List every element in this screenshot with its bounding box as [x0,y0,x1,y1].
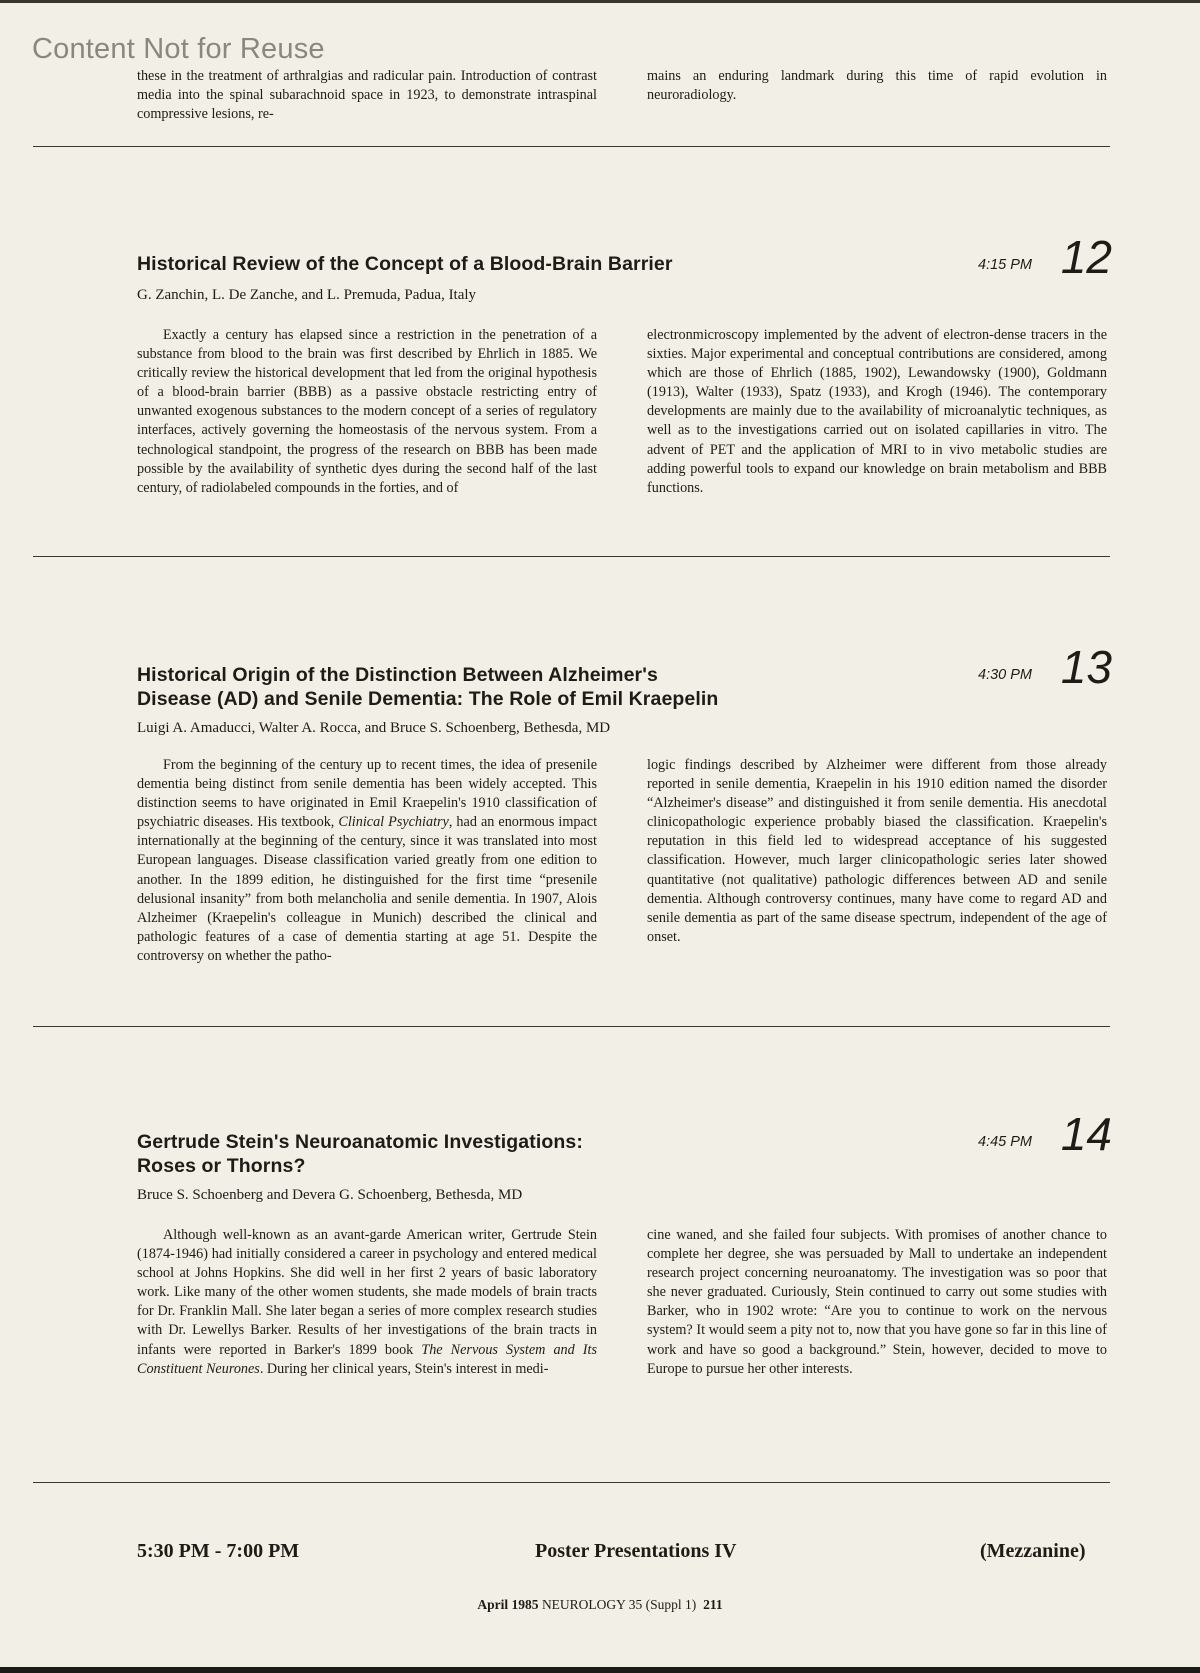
folio-date: April 1985 [477,1597,539,1612]
section-divider [33,146,1110,147]
page-bottom-edge [0,1667,1200,1673]
abstract-number: 14 [1060,1108,1112,1160]
abstract-title-line: Disease (AD) and Senile Dementia: The Role of Emil Kraepelin [137,688,719,710]
watermark: Content Not for Reuse [32,33,325,65]
abstract-authors: Luigi A. Amaducci, Walter A. Rocca, and Bruce S. Schoenberg, Bethesda, MD [137,720,611,736]
abstract-authors: G. Zanchin, L. De Zanche, and L. Premuda, Padua, Italy [137,287,477,303]
continuation-left-column: these in the treatment of arthralgias and radicular pain. Introduction of contrast media into the spinal subarachnoid space in 1923, to demonstrate intraspinal compressive lesions, re- [137,68,597,123]
abstract-title [137,252,897,276]
folio-journal: NEUROLOGY 35 (Suppl 1) [541,1597,697,1612]
session-location: (Mezzanine) [980,1540,1086,1562]
abstract-text: , had an enormous impact internationally at the beginning of the century, since it was translated into most European languages. Disease classification varied greatly from one edition to another. In the 1899 edition, he distinguished for the first time “presenile delusional insanity” from both melancholia and senile dementia. In 1907, Alois Alzheimer (Kraepelin's colleague in Munich) described the clinical and pathologic features of a case of dementia starting at age 51. Despite the controversy on whether the patho- [137,814,598,964]
abstract-left-column [137,756,597,966]
abstract-title-line: Historical Origin of the Distinction Between Alzheimer's [137,664,658,686]
abstract-text: . During her clinical years, Stein's interest in medi- [259,1360,549,1377]
abstract-number: 13 [1060,641,1112,693]
session-title: Poster Presentations IV [535,1540,737,1562]
page-folio [0,1597,1200,1613]
abstract-title-line: Historical Review of the Concept of a Blood-Brain Barrier [137,253,673,275]
abstract-title [137,663,897,711]
abstract-time: 4:45 PM [978,1134,1032,1150]
book-title: The Nervous System and Its Constituent Neurones [137,1341,597,1377]
session-time: 5:30 PM - 7:00 PM [137,1540,300,1562]
abstract-paragraph [137,1226,597,1379]
abstract-time: 4:15 PM [978,257,1032,273]
abstract-right-column: logic findings described by Alzheimer were different from those already reported in senile dementia, Kraepelin in his 1910 edition named the disorder “Alzheimer's disease” and distinguished it from senile dementia. His anecdotal clinicopathologic experience probably biased the classification. Kraepelin's reputation in this field led to widespread acceptance of his suggested classification. However, much larger clinicopathologic series later showed quantitative (not qualitative) pathologic differences between AD and senile dementia. Although controversy continues, many have come to regard AD and senile dementia as part of the same disease spectrum, independent of the age of onset. [647,757,1107,945]
abstract-text: Although well-known as an avant-garde American writer, Gertrude Stein (1874-1946) had initially considered a career in psychology and entered medical school at Johns Hopkins. She did well in her first 2 years of basic laboratory work. Like many of the other women students, she made models of brain tracts for Dr. Franklin Mall. She later began a series of more complex research studies with Dr. Lewellys Barker. Results of her investigations of the brain tracts in infants were reported in Barker's 1899 book [137,1227,597,1358]
section-divider [33,1482,1110,1483]
abstract-authors: Bruce S. Schoenberg and Devera G. Schoenberg, Bethesda, MD [137,1187,523,1203]
abstract-paragraph: Exactly a century has elapsed since a restriction in the penetration of a substance from blood to the brain was first described by Ehrlich in 1885. We critically review the historical development that led from the original hypothesis of a blood-brain barrier (BBB) as a passive obstacle restricting entry of unwanted exogenous substances to the modern concept of a series of regulatory interfaces, actively governing the homeostasis of the nervous system. From a technological standpoint, the progress of the research on BBB has been made possible by the availability of synthetic dyes during the second half of the last century, of radiolabeled compounds in the forties, and of [137,327,597,496]
abstract-title [137,1130,897,1178]
book-title: Clinical Psychiatry [338,814,449,831]
section-divider [33,556,1110,557]
abstract-right-column: cine waned, and she failed four subjects. With promises of another chance to complete her degree, she was persuaded by Mall to undertake an independent research project concerning neuroanatomy. The investigation was so poor that she never graduated. Curiously, Stein continued to carry out some studies with Barker, who in 1902 wrote: “Are you to continue to work on the nervous system? It would seem a pity not to, now that you have gone so far in this line of work and have so good a background.” Stein, however, decided to move to Europe to pursue her other interests. [647,1227,1107,1377]
folio-page-number: 211 [703,1597,723,1612]
abstract-number: 12 [1060,231,1112,283]
abstract-left-column [137,326,597,498]
abstract-time: 4:30 PM [978,667,1032,683]
abstract-left-column [137,1226,597,1379]
abstract-text: From the beginning of the century up to recent times, the idea of presenile dementia being distinct from senile dementia has been widely accepted. This distinction seems to have originated in Emil Kraepelin's 1910 classification of psychiatric diseases. His textbook, [137,757,597,831]
abstract-title-line: Roses or Thorns? [137,1155,306,1177]
section-divider [33,1026,1110,1027]
abstract-paragraph [137,756,597,966]
continuation-right-column: mains an enduring landmark during this time of rapid evolution in neuroradiology. [647,68,1107,104]
abstract-right-column: electronmicroscopy implemented by the advent of electron-dense tracers in the sixties. Major experimental and conceptual contributions are considered, among which are those of Ehrlich (1885, 1902), Lewandowsky (1900), Goldmann (1913), Walter (1933), Spatz (1933), and Krogh (1946). The contemporary developments are mainly due to the availability of microanalytic techniques, as well as to the investigations carried out on isolated capillaries in vitro. The advent of PET and the application of MRI to in vivo metabolic studies are adding powerful tools to expand our knowledge on brain metabolism and BBB functions. [647,327,1107,496]
page-top-edge [0,0,1200,3]
abstract-title-line: Gertrude Stein's Neuroanatomic Investigations: [137,1131,583,1153]
